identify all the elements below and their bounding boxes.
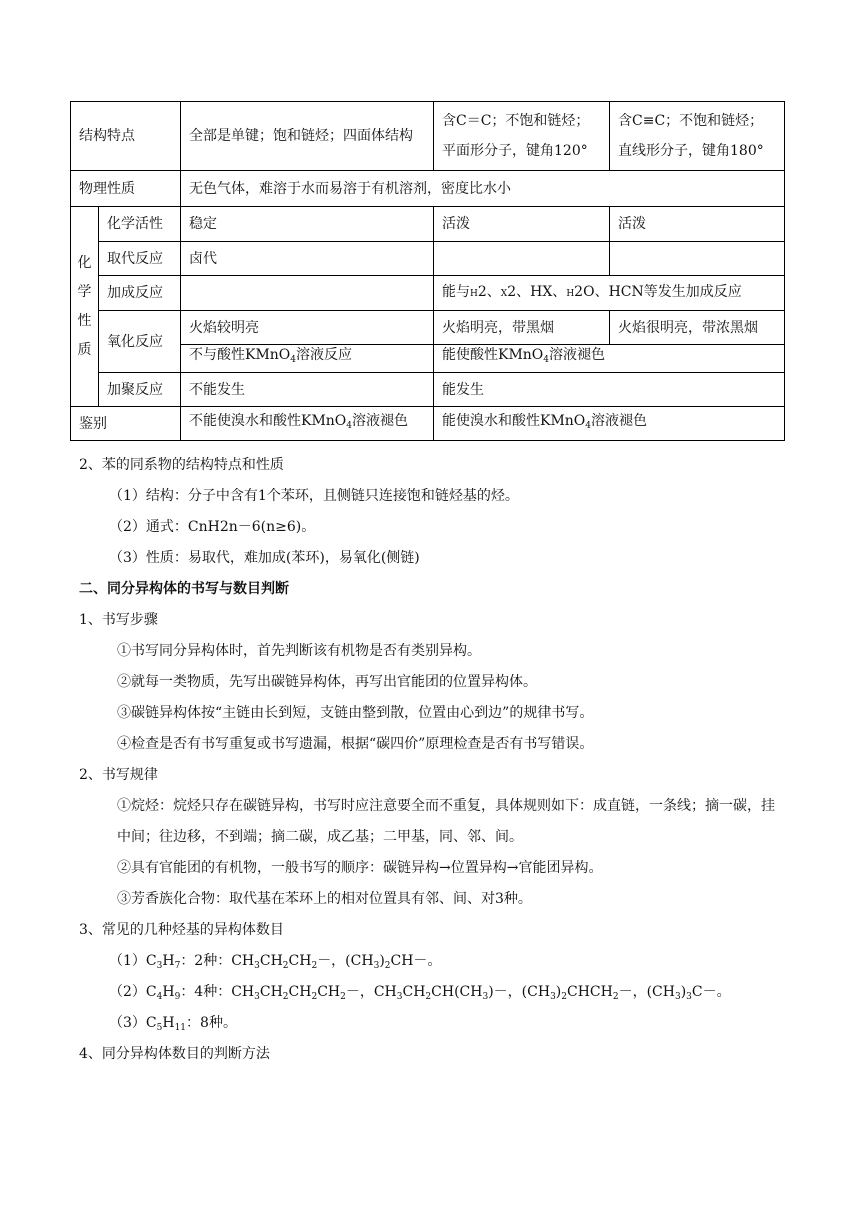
section-heading: 3、常见的几种烃基的异构体数目 [79, 922, 284, 938]
alkene-activity-cell: 活泼 [434, 207, 610, 242]
section-heading: 1、书写步骤 [79, 612, 158, 628]
table-row [71, 171, 785, 207]
chemical-properties-vertical-label [71, 207, 99, 407]
row-label-activity: 化学活性 [99, 207, 181, 242]
unsaturated-identification-cell: 能使溴水和酸性KMnO$_4$溶液褪色 [434, 407, 785, 441]
hydrocarbon-properties-table [70, 101, 785, 441]
row-label-oxidation: 氧化反应 [99, 311, 181, 373]
table-row [71, 311, 785, 345]
alkene-substitution-cell [434, 242, 610, 276]
alkane-kmno4-cell: 不与酸性KMnO$_4$溶液反应 [181, 345, 434, 373]
alkyne-flame-cell: 火焰很明亮，带浓黑烟 [610, 311, 785, 345]
row-label-addition: 加成反应 [99, 276, 181, 311]
row-label-substitution: 取代反应 [99, 242, 181, 276]
vertical-label-char: 质 [77, 341, 92, 358]
section-heading: 2、书写规律 [79, 767, 158, 783]
alkane-identification-cell: 不能使溴水和酸性KMnO$_4$溶液褪色 [181, 407, 434, 441]
paragraph: ②具有官能团的有机物，一般书写的顺序：碳链异构→位置异构→官能团异构。 [117, 860, 603, 876]
alkene-structure-cell: 含C＝C；不饱和链烃；平面形分子，键角120° [434, 102, 610, 171]
vertical-label-char: 化 [77, 254, 92, 271]
table-row [71, 207, 785, 242]
alkane-flame-cell: 火焰较明亮 [181, 311, 434, 345]
row-label-structure: 结构特点 [71, 102, 181, 171]
alkyne-activity-cell: 活泼 [610, 207, 785, 242]
alkane-activity-cell: 稳定 [181, 207, 434, 242]
unsaturated-polymerization-cell: 能发生 [434, 373, 785, 407]
paragraph: $(1)C_3H_7$：2种：$CH_3CH_2CH_2-$，$(CH_3)_2CH-$。 [109, 953, 442, 971]
paragraph: ①书写同分异构体时，首先判断该有机物是否有类别异构。 [117, 643, 481, 659]
row-label-polymerization: 加聚反应 [99, 373, 181, 407]
paragraph: （1）结构：分子中含有1个苯环，且侧链只连接饱和链烃基的烃。 [109, 488, 519, 504]
section-heading: 2、苯的同系物的结构特点和性质 [79, 457, 284, 473]
paragraph: ③芳香族化合物：取代基在苯环上的相对位置具有邻、间、对3种。 [117, 891, 532, 907]
alkyne-structure-cell: 含C≡C；不饱和链烃；直线形分子，键角180° [610, 102, 785, 171]
section-heading: 4、同分异构体数目的判断方法 [79, 1046, 270, 1062]
alkane-polymerization-cell: 不能发生 [181, 373, 434, 407]
row-label-physical: 物理性质 [71, 171, 181, 207]
vertical-label-char: 性 [77, 312, 92, 329]
alkane-substitution-cell: 卤代 [181, 242, 434, 276]
paragraph: ③碳链异构体按“主链由长到短，支链由整到散，位置由心到边”的规律书写。 [117, 705, 594, 721]
alkyne-substitution-cell [610, 242, 785, 276]
table-row [71, 373, 785, 407]
paragraph: （2）通式：CnH2n－6(n≥6)。 [109, 519, 316, 535]
paragraph: ①烷烃：烷烃只存在碳链异构，书写时应注意要全而不重复，具体规则如下：成直链，一条线；摘一碳，挂中间；往边移，不到端；摘二碳，成乙基；二甲基，同、邻、间。 [117, 798, 775, 845]
paragraph: $(2)C_4H_9$：4种：$CH_3CH_2CH_2CH_2-$，$CH_3CH_2CH(CH_3)-$，$(CH_3)_2CHCH_2-$，$(CH_3)_3C-$。 [109, 984, 731, 1002]
table-row [71, 242, 785, 276]
paragraph: $(3)C_5H_{11}$：8种。 [109, 1015, 237, 1033]
paragraph: ②就每一类物质，先写出碳链异构体，再写出官能团的位置异构体。 [117, 674, 537, 690]
vertical-label-char: 学 [77, 283, 92, 300]
document-body [79, 450, 789, 1070]
paragraph: ④检查是否有书写重复或书写遗漏，根据“碳四价”原理检查是否有书写错误。 [117, 736, 594, 752]
physical-properties-cell: 无色气体，难溶于水而易溶于有机溶剂，密度比水小 [181, 171, 785, 207]
paragraph: （3）性质：易取代，难加成(苯环)，易氧化(侧链) [109, 550, 420, 566]
unsaturated-kmno4-cell: 能使酸性KMnO$_4$溶液褪色 [434, 345, 785, 373]
alkane-structure-cell: 全部是单键；饱和链烃；四面体结构 [181, 102, 434, 171]
row-label-identification: 鉴别 [71, 407, 181, 441]
table-row [71, 407, 785, 441]
alkene-flame-cell: 火焰明亮，带黑烟 [434, 311, 610, 345]
chapter-heading: 二、同分异构体的书写与数目判断 [79, 581, 289, 597]
table-row [71, 102, 785, 171]
unsaturated-addition-cell: 能与H2、X2、HX、H2O、HCN等发生加成反应 [434, 276, 785, 311]
table-row [71, 276, 785, 311]
alkane-addition-cell [181, 276, 434, 311]
